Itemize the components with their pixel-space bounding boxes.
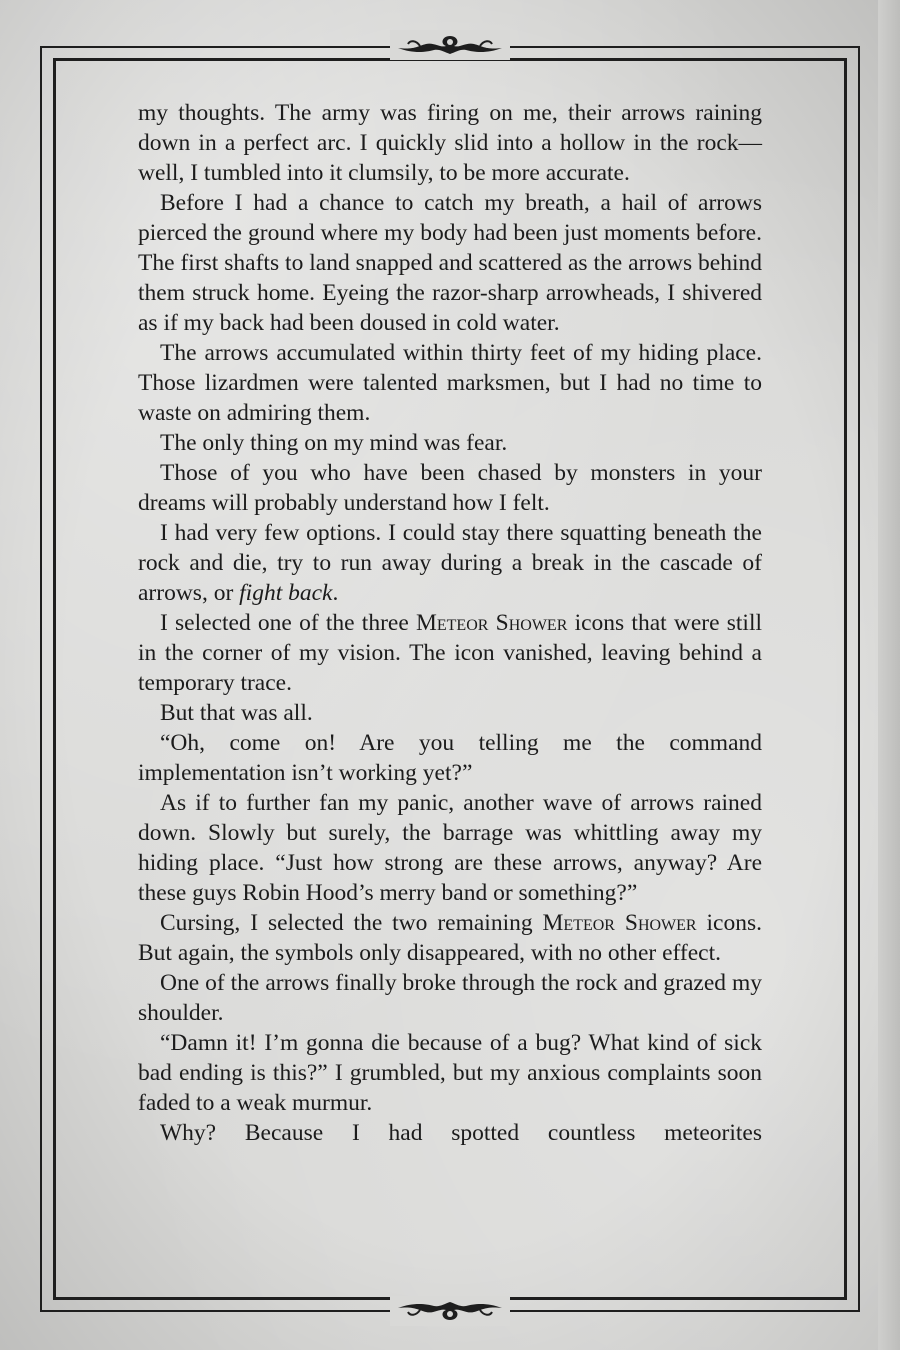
paragraph: “Damn it! I’m gonna die because of a bug? What kind of sick bad ending is this?” I grumbled, but my anxious complaints soon faded to a weak murmur. [138,1030,762,1116]
paragraph: The arrows accumulated within thirty feet of my hiding place. Those lizardmen were talented marksmen, but I had no time to waste on admiring them. [138,340,762,426]
paragraph: The only thing on my mind was fear. [160,430,508,456]
paragraph-text: icons that were still in the corner of my vision. The icon vanished, leaving behind a temporary trace. [138,610,763,696]
paragraph-text: . [332,580,339,606]
paragraph [138,608,762,698]
paragraph: Why? Because I had spotted countless meteorites [160,1120,762,1146]
paragraph [138,518,762,608]
paragraph: One of the arrows finally broke through the rock and grazed my shoulder. [138,970,762,1026]
paragraph: As if to further fan my panic, another wave of arrows rained down. Slowly but surely, the barrage was whittling away my hiding place. “Just how strong are these arrows, anyway? Are these guys Robin Hood’s merry band or something?” [138,790,762,906]
flourish-ornament-top [390,30,510,60]
paragraph: my thoughts. The army was firing on me, their arrows raining down in a perfect arc. I quickly slid into a hollow in the rock—well, I tumbled into it clumsily, to be more accurate. [138,100,762,186]
paragraph-text: Cursing, I selected the two remaining [160,910,543,936]
paragraph [138,908,762,968]
paragraph: “Oh, come on! Are you telling me the command implementation isn’t working yet?” [138,730,762,786]
paragraph: But that was all. [160,700,313,726]
paragraph-text: icons. But again, the symbols only disappeared, with no other effect. [138,910,763,966]
skill-name: Meteor Shower [542,910,697,936]
skill-name: Meteor Shower [415,610,568,636]
emphasis-text: fight back [239,580,333,606]
paragraph-text: I selected one of the three [160,610,416,636]
body-text [138,98,762,1148]
page-edge [878,0,900,1350]
paragraph-text: I had very few options. I could stay there squatting beneath the rock and die, try to run away during a break in the cascade of arrows, or [138,520,762,606]
paragraph: Those of you who have been chased by monsters in your dreams will probably understand how I felt. [138,460,762,516]
paragraph: Before I had a chance to catch my breath, a hail of arrows pierced the ground where my body had been just moments before. The first shafts to land snapped and scattered as the arrows behind them struck home. Eyeing the razor-sharp arrowheads, I shivered as if my back had been doused in cold water. [138,190,762,336]
flourish-ornament-bottom [390,1296,510,1326]
